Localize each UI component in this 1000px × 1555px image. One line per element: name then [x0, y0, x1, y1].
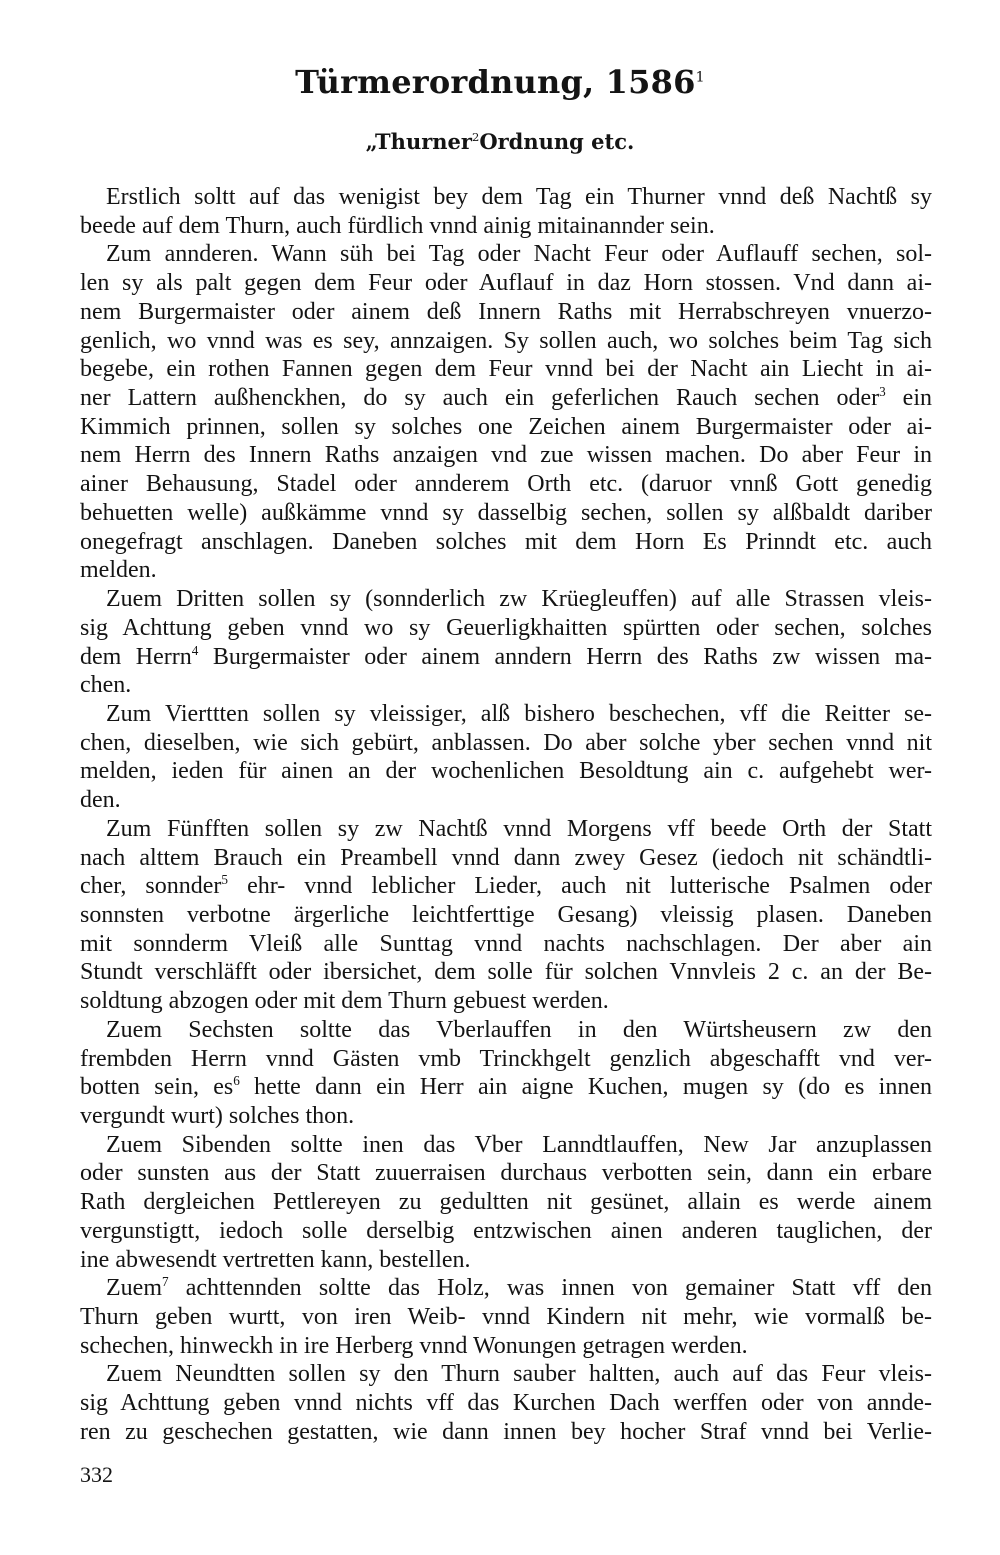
text-line: melden, ieden für ainen an der wochenlichen Besoldtung ain c. aufgehebt wer- [80, 758, 932, 785]
text-line: Zuem Sechsten soltte das Vberlauffen in den Würtsheusern zw den [106, 1016, 932, 1043]
text-line: chen, dieselben, wie sich gebürt, anblassen. Do aber solche yber sechen vnnd nit [80, 729, 932, 756]
text-line: Stundt verschläfft oder ibersichet, dem solle für solchen Vnnvleis 2 c. an der Be- [80, 959, 932, 986]
text-line: Zuem Neundtten sollen sy den Thurn sauber haltten, auch auf das Feur vleis- [106, 1361, 932, 1388]
footnote-marker: 7 [161, 1274, 169, 1290]
footnote-marker: 3 [879, 384, 886, 400]
text-line: ine abwesendt vertretten kann, bestellen. [80, 1246, 471, 1273]
text-line: sig Achttung geben vnnd wo sy Geuerligkhaitten spürtten oder sechen, solches [80, 614, 932, 641]
text-line: Erstlich soltt auf das wenigist bey dem Tag ein Thurner vnnd deß Nachtß sy [106, 184, 932, 210]
text-line: sig Achttung geben vnnd nichts vff das Kurchen Dach werffen oder von annde- [80, 1390, 932, 1417]
text-line: ainer Behausung, Stadel oder annderem Orth etc. (daruor vnnß Gott genedig [80, 471, 932, 498]
text-line: Zuem$^7$ achttennden soltte das Holz, was innen von gemainer Statt vff den [106, 1274, 932, 1302]
text-line: botten sein, $es^6$ hette dann ein Herr ain aigne Kuchen, mugen sy (do es innen [80, 1073, 932, 1101]
text-line: Zum Vierttten sollen sy vleissiger, alß bishero beschechen, vff die Reitter se- [106, 700, 932, 727]
text-line: sonnsten verbotne ärgerliche leichtferttige Gesang) vleissig plasen. Daneben [80, 901, 932, 928]
text-line: nach alttem Brauch ein Preambell vnnd dann zwey Gesez (iedoch nit schändtli- [80, 844, 932, 871]
document-subtitle: „Thurner$^2$Ordnung etc. [365, 129, 635, 154]
text-line: frembden Herrn vnnd Gästen vmb Trinckhgelt genzlich abgeschafft vnd ver- [80, 1045, 932, 1072]
text-line: Zuem Dritten sollen sy (sonnderlich zw Krüegleuffen) auf alle Strassen vleis- [106, 586, 932, 613]
text-line: vergundt wurt) solches thon. [80, 1103, 355, 1129]
text-line: soldtung abzogen oder mit dem Thurn gebuest werden. [80, 988, 609, 1015]
text-line: schechen, hinweckh in ire Herberg vnnd Wonungen getragen werden. [80, 1332, 748, 1359]
footnote-marker: 6 [233, 1073, 240, 1089]
footnote-marker: 1 [695, 69, 705, 86]
footnote-marker: 4 [191, 642, 199, 658]
text-line: beede auf dem Thurn, auch fürdlich vnnd ainig mitainannder sein. [80, 212, 715, 239]
text-line: onegefragt anschlagen. Daneben solches mit dem Horn Es Prinndt etc. auch [80, 528, 932, 555]
text-line: begebe, ein rothen Fannen gegen dem Feur vnnd bei der Nacht ain Liecht in ai- [80, 356, 932, 383]
text-line: genlich, wo vnnd was es sey, annzaigen. Sy sollen auch, wo solches beim Tag sich [80, 327, 932, 354]
footnote-marker: 2 [471, 130, 480, 144]
text-line: nem Herrn des Innern Raths anzaigen vnd zue wissen machen. Do aber Feur in [80, 442, 932, 469]
text-line: cher, sonnder$^5$ ehr- vnnd leblicher Lieder, auch nit lutterische Psalmen oder [80, 872, 932, 900]
text-line: behuetten welle) außkämme vnnd sy dasselbig sechen, sollen sy alßbaldt dariber [80, 499, 932, 526]
text-line: Zum annderen. Wann süh bei Tag oder Nacht Feur oder Auflauff sechen, sol- [106, 241, 932, 268]
text-line: nem Burgermaister oder ainem deß Innern Raths mit Herrabschreyen vnuerzo- [80, 298, 932, 325]
text-line: oder sunsten aus der Statt zuuerraisen durchaus verbotten sein, dann ein erbare [80, 1160, 932, 1187]
text-line: ner Lattern außhenckhen, do sy auch ein geferlichen Rauch sechen oder$^3$ ein [80, 384, 932, 412]
body-text [80, 183, 932, 1447]
text-line: dem Herrn$^4$ Burgermaister oder ainem anndern Herrn des Raths zw wissen ma- [80, 642, 932, 670]
footnote-marker: 5 [221, 872, 228, 888]
text-line: vergunstigtt, iedoch solle derselbig entzwischen ainen anderen tauglichen, der [80, 1217, 932, 1244]
text-line: mit sonnderm Vleiß alle Sunttag vnnd nachts nachschlagen. Der aber ain [80, 930, 932, 957]
text-line: den. [80, 787, 121, 814]
text-line: Zum Fünfften sollen sy zw Nachtß vnnd Morgens vff beede Orth der Statt [106, 815, 932, 842]
text-line: Rath dergleichen Pettlereyen zu gedultten nit gesünet, allain es werde ainem [80, 1189, 932, 1216]
text-line: Zuem Sibenden soltte inen das Vber Lanndtlauffen, New Jar anzuplassen [106, 1131, 932, 1158]
text-line: chen. [80, 672, 132, 699]
page-title: Türmerordnung, 1586$^1$ [295, 63, 705, 101]
text-line: len sy als palt gegen dem Feur oder Auflauf in daz Horn stossen. Vnd dann ai- [80, 270, 932, 297]
text-line: Kimmich prinnen, sollen sy solches one Zeichen ainem Burgermaister oder ai- [80, 413, 932, 440]
text-line: melden. [80, 557, 157, 584]
page-number: 332 [80, 1462, 113, 1487]
text-line: ren zu geschechen gestatten, wie dann innen bey hocher Straf vnnd bei Verlie- [80, 1418, 932, 1445]
text-line: Thurn geben wurtt, von iren Weib- vnnd Kindern nit mehr, wie vormalß be- [80, 1304, 932, 1331]
